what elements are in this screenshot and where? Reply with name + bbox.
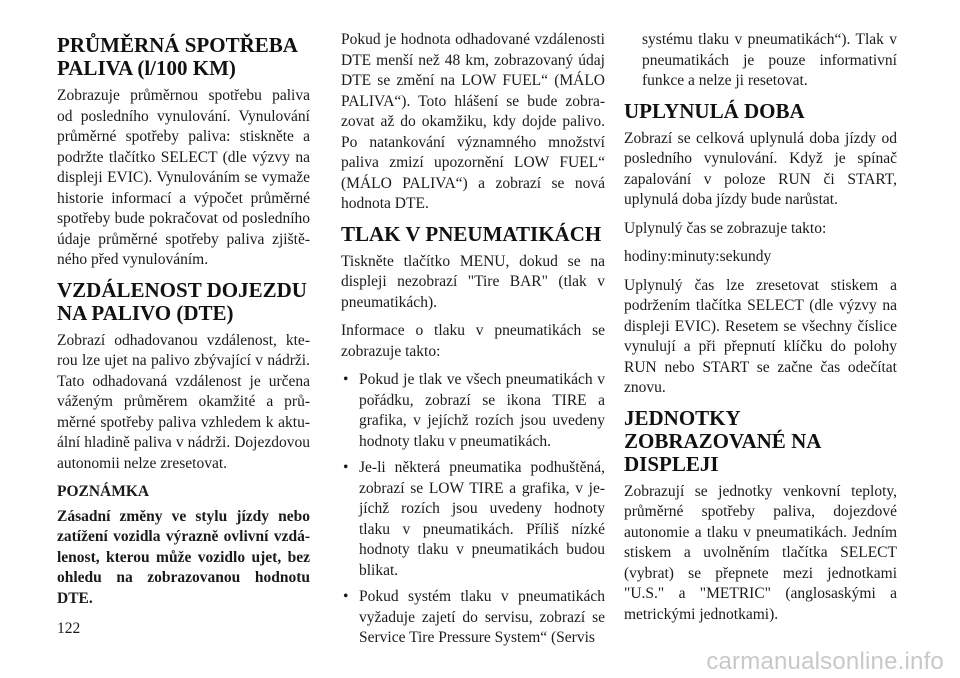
paragraph: Zobrazují se jednotky venkovní teploty, průměrné spotřeby paliva, dojezdové autonomie a tlaku v pneumatikách. Jedním stiskem a uvolněním tlačítka SELECT (vybrat) se přepnete mezi jednotkami "U.S." a "METRIC" (anglosaskými a metrickými jednotkami). [624,482,897,623]
bullet-continuation: systému tlaku v pneumatikách“). Tlak v pneumatikách je pouze informativní funkce a nelze ji resetovat. [642,31,897,89]
page-number: 122 [57,620,81,637]
paragraph: Uplynulý čas lze zresetovat stiskem a podržením tlačítka SELECT (dle výzvy na displeji EVIC). Resetem se všechny číslice vynulují a při přepnutí klíčku do polohy RUN nebo START se začne čas odečítat znovu. [624,276,897,396]
section-heading-display-units: JEDNOTKY ZOBRAZOVANÉ NA DISPLEJI [624,405,821,476]
bullet-icon: • [343,459,349,476]
section-heading-tire-pressure: TLAK V PNEUMATIKÁCH [341,221,602,246]
section-heading-elapsed-time: UPLYNULÁ DOBA [624,98,805,123]
bullet-icon: • [343,588,349,605]
note-body: Zásadní změny ve stylu jízdy nebo zatížení vozidla výrazně ovlivní vzdálenost, kterou může vozidlo ujet, bez ohledu na zobrazovanou hodnotu DTE. [57,507,310,607]
list-item: • Pokud je tlak ve všech pneumatikách v pořádku, zobrazí se ikona TIRE a grafika, v jejíchž rozích jsou uvedeny hodnoty tlaku v pneumatikách. [343,371,605,450]
list-item: • Pokud systém tlaku v pneumatikách vyžaduje zajetí do servisu, zobrazí se Service Tire Pressure System“ (Servis [343,588,605,646]
column-middle [341,30,605,655]
paragraph: Zobrazí odhadovanou vzdálenost, kterou lze ujet na palivo zbývající v nádrži. Tato odhadovaná vzdálenost je určena váženým průměrem okamžité a průměrné spotřeby paliva vzhledem k aktuální hladině paliva v nádrži. Dojezdovou autonomii nelze zresetovat. [57,331,310,472]
column-left [57,30,310,609]
paragraph: Tiskněte tlačítko MENU, dokud se na displeji nezobrazí "Tire BAR" (tlak v pneumatikách). [341,252,605,311]
note-title: POZNÁMKA [57,483,150,500]
paragraph: Zobrazí se celková uplynulá doba jízdy od posledního vynulování. Když je spínač zapalování v poloze RUN či START, uplynulá doba jízdy bude narůstat. [624,129,897,208]
paragraph: Zobrazuje průměrnou spotřebu paliva od posledního vynulování. Vynulování průměrné spotřeby paliva: stiskněte a podržte tlačítko SELECT (dle výzvy na displeji EVIC). Vynulováním se vymaže historie informací a výpočet průměrné spotřeby bude pokračovat od posledního údaje průměrné spotřeby paliva zjištěného před vynulováním. [57,87,310,268]
paragraph: Informace o tlaku v pneumatikách se zobrazuje takto: [341,322,605,360]
paragraph: hodiny:minuty:sekundy [624,248,772,265]
watermark: carmanualsonline.info [706,648,944,675]
bullet-icon: • [343,371,349,388]
paragraph: Uplynulý čas se zobrazuje takto: [624,219,827,237]
paragraph: Pokud je hodnota odhadované vzdálenosti DTE menší než 48 km, zobrazovaný údaj DTE se změní na LOW FUEL“ (MÁLO PALIVA“). Toto hlášení se bude zobrazovat až do okamžiku, kdy dojde palivo. Po natankování významného množství paliva zmizí upozornění LOW FUEL“ (MÁLO PALIVA“) a zobrazí se nová hodnota DTE. [341,31,605,212]
list-item: • Je-li některá pneumatika podhuštěná, zobrazí se LOW TIRE a grafika, v jejíchž rozích jsou uvedeny hodnoty tlaku v pneumatikách. Příliš nízké hodnoty tlaku v pneumatikách budou blikat. [343,459,605,579]
section-heading-average-fuel: PRŮMĚRNÁ SPOTŘEBA PALIVA (l/100 KM) [57,33,297,80]
section-heading-dte: VZDÁLENOST DOJEZDU NA PALIVO (DTE) [57,277,307,325]
column-right [624,30,897,633]
bullet-list [341,370,605,649]
